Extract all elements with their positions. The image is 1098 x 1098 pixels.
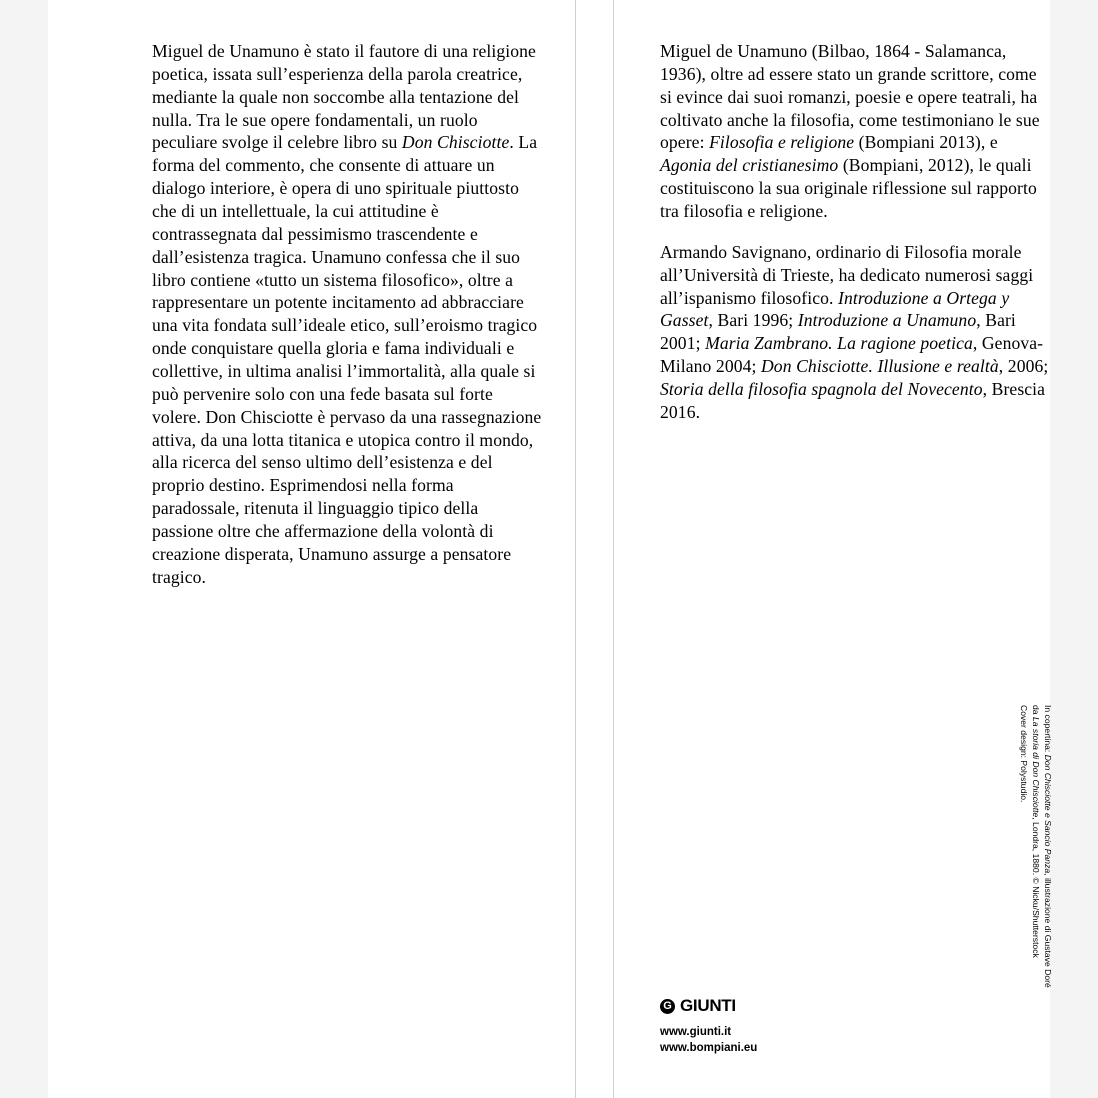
giunti-logo-icon: G: [660, 999, 675, 1014]
spine-strip: [576, 0, 613, 1098]
giunti-logo: [660, 996, 920, 1016]
author-bio-paragraph: Miguel de Unamuno (Bilbao, 1864 - Salamanca, 1936), oltre ad essere stato un grande scrittore, come si evince dai suoi romanzi, poesie e opere teatrali, ha coltivato anche la filosofia, come testimoniano le sue opere: Filosofia e religione (Bompiani 2013), e Agonia del cristianesimo (Bompiani, 2012), le quali costituiscono la sua originale riflessione sul rapporto tra filosofia e religione.: [660, 41, 1040, 222]
jacket-white-area: [48, 0, 1053, 1098]
url-giunti: www.giunti.it: [660, 1026, 732, 1038]
left-flap-text-column: [152, 40, 542, 589]
publisher-block: [660, 996, 920, 1057]
right-flap-text-column: [660, 40, 1050, 424]
fold-line-right: [613, 0, 614, 1098]
editor-bio-paragraph: Armando Savignano, ordinario di Filosofia morale all’Università di Trieste, ha dedicato numerosi saggi all’ispanismo filosofico. Introduzione a Ortega y Gasset, Bari 1996; Introduzione a Unamuno, Bari 2001; Maria Zambrano. La ragione poetica, Genova-Milano 2004; Don Chisciotte. Illusione e realtà, 2006; Storia della filosofia spagnola del Novecento, Brescia 2016.: [660, 241, 1049, 422]
cover-credits-vertical: In copertina: Don Chisciotte e Sancio Panza, illustrazione di Gustave Doré da La storia di Don Chisciotte, Londra, 1880. © Nicku/Shutterstock Cover design: Polystudio.: [1018, 705, 1053, 988]
giunti-logo-text: GIUNTI: [680, 996, 736, 1015]
url-bompiani: www.bompiani.eu: [660, 1041, 758, 1054]
blurb-paragraph: Miguel de Unamuno è stato il fautore di una religione poetica, issata sull’esperienza della parola creatrice, mediante la quale non soccombe alla tentazione del nulla. Tra le sue opere fondamentali, un ruolo peculiare svolge il celebre libro su Don Chisciotte. La forma del commento, che consente di attuare un dialogo interiore, è opera di uno spirituale piuttosto che di un intellettuale, la cui attitudine è contrassegnata dal pessimismo trascendente e dall’esistenza tragica. Unamuno confessa che il suo libro contiene «tutto un sistema filosofico», oltre a rappresentare un potente incitamento ad abbracciare una vita fondata sull’ideale etico, sull’eroismo tragico onde conquistare quella gloria e fama individuali e collettive, in ultima analisi l’immortalità, alla quale si può pervenire solo con una fede basata sul forte volere. Don Chisciotte è pervaso da una rassegnazione attiva, da una lotta titanica e utopica contro il mondo, alla ricerca del senso ultimo dell’esistenza e del proprio destino. Esprimendosi nella forma paradossale, ritenuta il linguaggio tipico della passione oltre che affermazione della volontà di creazione disperata, Unamuno assurge a pensatore tragico.: [152, 41, 542, 587]
publisher-urls: [660, 1025, 920, 1057]
